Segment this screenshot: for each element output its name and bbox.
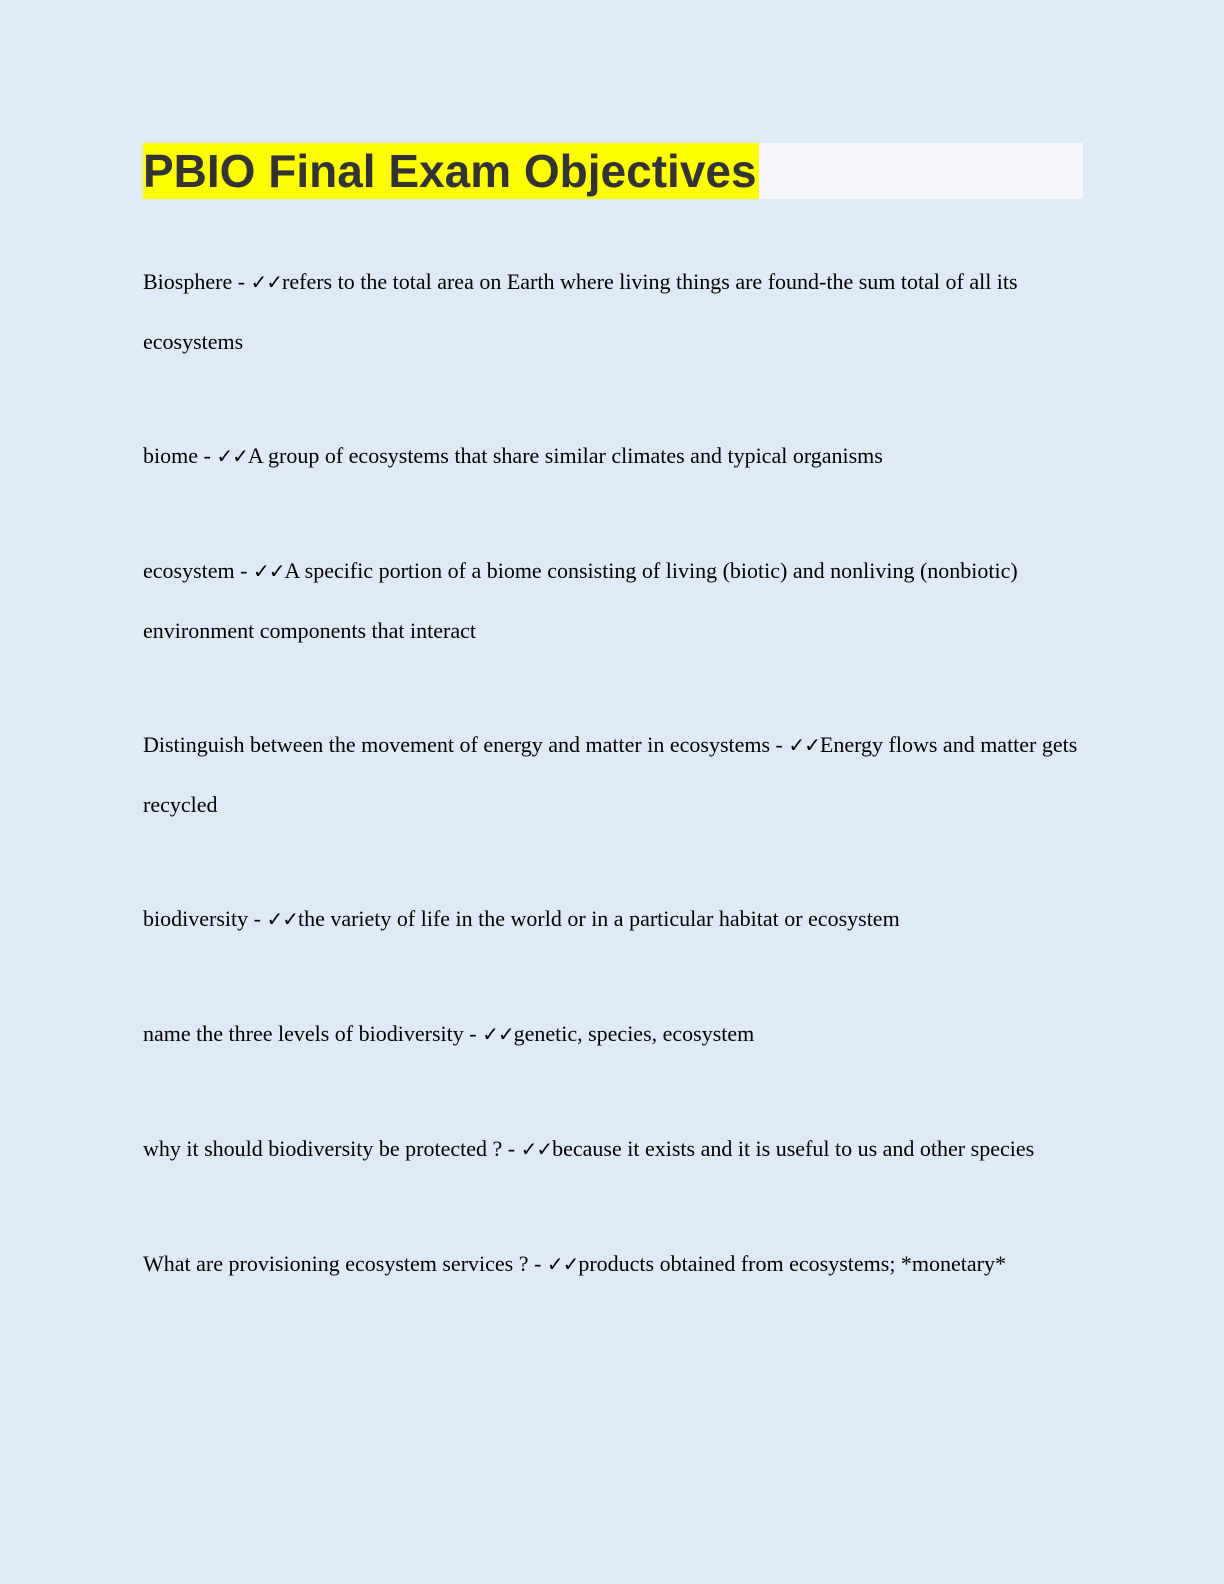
entry-term: why it should biodiversity be protected ? - [143,1136,521,1161]
entry-definition: A specific portion of a biome consisting of living (biotic) and nonliving (nonbiotic) environment components that interact [143,558,1018,643]
double-check-icon: ✓✓ [546,1252,579,1276]
objective-entry [143,1004,1083,1064]
entry-definition: refers to the total area on Earth where living things are found-the sum total of all its ecosystems [143,269,1018,354]
objective-entry [143,426,1083,486]
double-check-icon: ✓✓ [788,733,820,757]
page-title: PBIO Final Exam Objectives [143,145,757,197]
entry-definition: Energy flows and matter gets recycled [143,732,1078,817]
objectives-list [143,252,1083,1294]
entry-definition: genetic, species, ecosystem [513,1021,755,1046]
double-check-icon: ✓✓ [266,907,298,931]
double-check-icon: ✓✓ [482,1022,514,1046]
objective-entry [143,252,1083,371]
entry-term: ecosystem - [143,558,253,583]
entry-definition: A group of ecosystems that share similar climates and typical organisms [247,443,883,468]
entry-term: name the three levels of biodiversity - [143,1021,483,1046]
entry-definition: products obtained from ecosystems; *monetary* [578,1251,1007,1276]
double-check-icon: ✓✓ [252,559,285,583]
double-check-icon: ✓✓ [520,1137,553,1161]
objective-entry [143,1119,1083,1179]
objective-entry [143,1234,1083,1294]
entry-definition: the variety of life in the world or in a particular habitat or ecosystem [297,906,900,931]
entry-term: biodiversity - [143,906,267,931]
entry-term: Distinguish between the movement of energy and matter in ecosystems - [143,732,789,757]
objective-entry [143,541,1083,660]
entry-term: biome - [143,443,217,468]
entry-definition: because it exists and it is useful to us and other species [552,1136,1035,1161]
entry-term: Biosphere - [143,269,251,294]
objective-entry [143,715,1083,834]
entry-term: What are provisioning ecosystem services ? - [143,1251,547,1276]
double-check-icon: ✓✓ [216,444,248,468]
objective-entry [143,889,1083,949]
double-check-icon: ✓✓ [250,270,283,294]
